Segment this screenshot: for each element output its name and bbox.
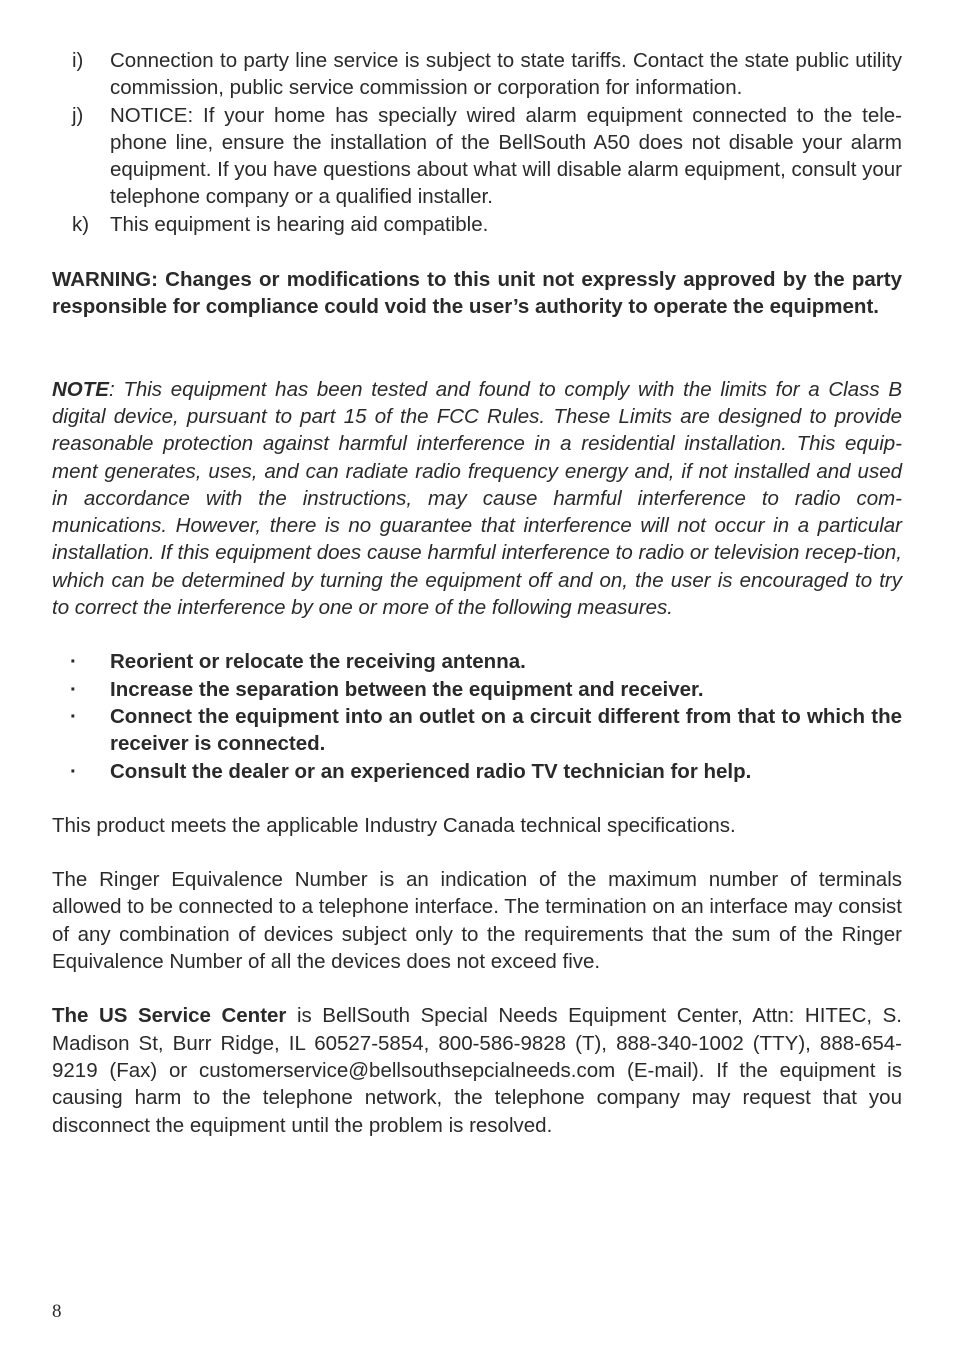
bullet-marker: · xyxy=(70,704,77,728)
regulatory-list xyxy=(52,47,902,238)
measures-list xyxy=(52,648,902,784)
bullet-text: Increase the separation between the equipment and receiver. xyxy=(110,677,704,701)
warning-paragraph: WARNING: Changes or modifications to this unit not expressly approved by the party responsible for compliance could void the user’s authority to operate the equipment. xyxy=(52,268,902,319)
bullet-marker: · xyxy=(70,677,77,701)
bullet-marker: · xyxy=(70,650,77,674)
list-item-text: This equipment is hearing aid compatible. xyxy=(110,212,489,236)
list-marker: i) xyxy=(72,49,84,72)
ren-paragraph: The Ringer Equivalence Number is an indication of the maximum number of terminals allowed to be connected to a telephone interface. The termination on an interface may consist of any combination of devices subject only to the requirements that the sum of the Ringer Equivalence Number of all the devices does not exceed five. xyxy=(52,868,902,974)
list-item xyxy=(52,703,902,758)
list-item-i xyxy=(52,47,902,102)
list-item xyxy=(52,676,902,703)
list-item-text: Connection to party line service is subject to state tariffs. Contact the state public utility commission, public service commission or corporation for information. xyxy=(110,49,902,100)
bullet-marker: · xyxy=(70,759,77,783)
fcc-note-paragraph xyxy=(52,376,902,622)
list-marker: j) xyxy=(72,103,84,127)
bullet-text: Connect the equipment into an outlet on a circuit different from that to which the receiver is connected. xyxy=(110,704,902,756)
list-item-text: NOTICE: If your home has specially wired alarm equipment connected to the tele-phone line, ensure the installation of the BellSouth A50 does not disable your alarm equipment. If you have questions about what will disable alarm equipment, consult your telephone company or a qualified installer. xyxy=(110,103,902,209)
note-body: : This equipment has been tested and found to comply with the limits for a Class B digital device, pursuant to part 15 of the FCC Rules. These Limits are designed to provide reasonable protection against harmful interference in a residential installation. This equip-ment generates, uses, and can radiate radio frequency energy and, if not installed and used in accordance with the instructions, may cause harmful interference to radio com-munications. However, there is no guarantee that interference will not occur in a particular installation. If this equipment does cause harmful interference to radio or television recep-tion, which can be determined by turning the equipment off and on, the user is encouraged to try to correct the interference by one or more of the following measures. xyxy=(52,377,902,620)
bullet-text: Reorient or relocate the receiving antenna. xyxy=(110,650,526,674)
list-item-j xyxy=(52,102,902,211)
page-number: 8 xyxy=(52,1301,62,1322)
service-center-label: The US Service Center xyxy=(52,1004,287,1028)
list-item-k xyxy=(52,211,902,238)
service-center-paragraph xyxy=(52,1002,902,1138)
service-center-body: is BellSouth Special Needs Equipment Center, Attn: HITEC, S. Madison St, Burr Ridge, IL 60527-5854, 800-586-9828 (T), 888-340-1002 (TTY), 888-654-9219 (Fax) or customerservice@bellsouthsepcialneeds.com (E-mail). If the equipment is causing harm to the telephone network, the telephone company may request that you disconnect the equipment until the problem is resolved. xyxy=(52,1004,902,1137)
note-label: NOTE xyxy=(52,377,109,401)
bullet-text: Consult the dealer or an experienced radio TV technician for help. xyxy=(110,759,752,783)
document-page xyxy=(52,47,902,1139)
list-item xyxy=(52,648,902,675)
industry-canada-paragraph: This product meets the applicable Industry Canada technical specifications. xyxy=(52,813,736,837)
list-marker: k) xyxy=(72,212,90,236)
list-item xyxy=(52,758,902,785)
